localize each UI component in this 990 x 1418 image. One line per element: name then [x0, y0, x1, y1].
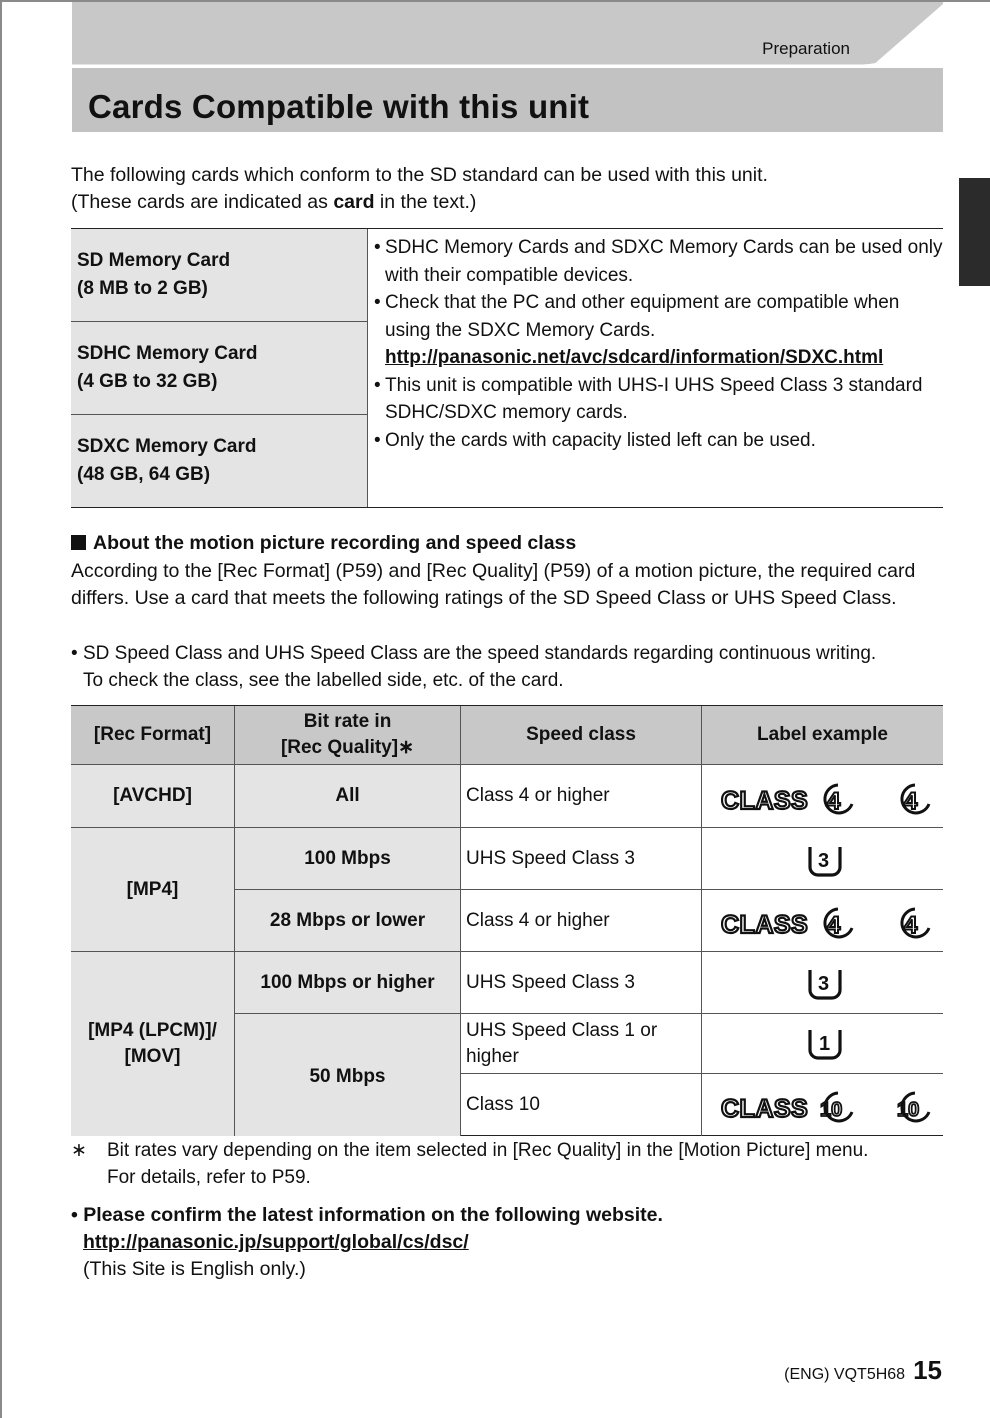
card-note-1: • SDHC Memory Cards and SDXC Memory Cards can be used only with their compatible devices.: [374, 234, 943, 289]
bitrate-50: 50 Mbps: [235, 1014, 460, 1136]
card-note-4: • Only the cards with capacity listed left can be used.: [374, 427, 943, 455]
uhs-number: 1: [819, 1033, 831, 1055]
intro-line2-prefix: (These cards are indicated as: [71, 191, 334, 213]
sdxc-info-link[interactable]: http://panasonic.net/avc/sdcard/information/SDXC.html: [385, 347, 884, 368]
square-bullet-icon: [71, 535, 86, 550]
intro-line1: The following cards which conform to the SD standard can be used with this unit.: [71, 164, 768, 186]
header-bit-rate: [235, 706, 460, 764]
grid-line: [234, 706, 235, 1136]
confirm-note: (This Site is English only.): [83, 1258, 306, 1280]
class-number: 4: [827, 912, 841, 939]
confirm-block: [71, 1202, 951, 1283]
class-number: 4: [904, 912, 918, 939]
class4-circle-logo: [893, 906, 931, 940]
uhs-number: 3: [818, 973, 830, 995]
class-number: 10: [897, 1099, 920, 1121]
grid-line: [71, 764, 943, 765]
footnote: [71, 1137, 951, 1191]
intro-line2: [71, 189, 951, 216]
card-row-sdhc: [71, 322, 367, 415]
class10-logo: [721, 1090, 855, 1124]
speed-class10: Class 10: [466, 1094, 540, 1115]
class-word: CLASS: [721, 911, 809, 939]
card-note-3: • This unit is compatible with UHS-I UHS Speed Class 3 standard SDHC/SDXC memory cards.: [374, 372, 943, 427]
card-name: SDHC Memory Card: [77, 343, 258, 364]
grid-line: [460, 706, 461, 1136]
class-number: 4: [827, 788, 841, 815]
chapter-side-tab: [959, 178, 990, 286]
intro-card-word: card: [333, 191, 375, 213]
uhs1-logo: [807, 1028, 843, 1060]
uhs-number: 3: [818, 850, 830, 872]
class-word: CLASS: [721, 1095, 809, 1123]
card-notes-column: [367, 229, 943, 507]
grid-line: [234, 889, 943, 890]
section-heading: [71, 530, 576, 557]
speed-uhs1: [461, 1014, 701, 1073]
card-capacity: (48 GB, 64 GB): [77, 464, 211, 485]
speed-class4-b: Class 4 or higher: [466, 909, 610, 931]
bitrate-28: 28 Mbps or lower: [235, 890, 460, 951]
bitrate-100-higher: 100 Mbps or higher: [235, 952, 460, 1013]
section-body: According to the [Rec Format] (P59) and [Rec Quality] (P59) of a motion picture, the required card differs. Use a card that meets the following ratings of the SD Speed Class or UHS Speed Class.: [71, 560, 916, 609]
class10-circle-logo: [893, 1090, 931, 1124]
section-note: [71, 640, 951, 694]
class4-logo: [721, 782, 855, 816]
grid-line: [701, 706, 702, 1136]
speed-class-table: [71, 705, 943, 1136]
uhs3-logo: [807, 845, 843, 877]
intro-text: [71, 162, 951, 216]
grid-line: [71, 951, 943, 952]
card-row-sd: [71, 229, 367, 322]
section-note-line1: • SD Speed Class and UHS Speed Class are the speed standards regarding continuous writing.: [71, 640, 951, 667]
uhs1-line1: UHS Speed Class 1 or: [466, 1019, 658, 1041]
card-note-2-text: Check that the PC and other equipment are compatible when using the SDXC Memory Cards.: [385, 292, 900, 341]
section-heading-text: About the motion picture recording and speed class: [93, 532, 577, 554]
footnote-line2: For details, refer to P59.: [107, 1167, 311, 1188]
footnote-line1: Bit rates vary depending on the item selected in [Rec Quality] in the [Motion Picture] menu.: [107, 1140, 869, 1161]
speed-class4-a: Class 4 or higher: [466, 785, 610, 806]
header-bit-rate-line1: Bit rate in: [303, 711, 392, 732]
header-speed-class: Speed class: [461, 706, 701, 764]
uhs1-line2: higher: [466, 1045, 519, 1067]
asterisk-icon: ∗: [71, 1140, 87, 1161]
mp4lpcm-line1: [MP4 (LPCM)]/: [88, 1020, 217, 1041]
class-number: 4: [904, 788, 918, 815]
bitrate-100: 100 Mbps: [235, 828, 460, 889]
card-row-sdxc: [71, 415, 367, 507]
card-name: SD Memory Card: [77, 250, 231, 271]
header-bit-rate-line2: [Rec Quality]∗: [280, 737, 415, 758]
uhs3-logo: [807, 968, 843, 1000]
mp4lpcm-line2: [MOV]: [124, 1046, 181, 1067]
grid-line: [71, 827, 943, 828]
page-number: 15: [913, 1355, 942, 1385]
card-types-column: [71, 229, 367, 507]
header-label-example: Label example: [702, 706, 943, 764]
support-link[interactable]: http://panasonic.jp/support/global/cs/dsc/: [83, 1231, 469, 1253]
card-capacity: (8 MB to 2 GB): [77, 278, 208, 299]
section-note-line2: To check the class, see the labelled side, etc. of the card.: [83, 670, 564, 691]
row-mp4lpcm-format: [71, 952, 234, 1136]
bitrate-all: All: [235, 765, 460, 827]
confirm-heading: • Please confirm the latest information on the following website.: [71, 1204, 663, 1226]
doc-code: (ENG) VQT5H68: [784, 1366, 906, 1383]
card-compatibility-table: [71, 228, 943, 508]
speed-uhs3-a: UHS Speed Class 3: [466, 847, 635, 869]
class4-logo: [721, 906, 855, 940]
row-avchd-format: [AVCHD]: [71, 765, 234, 827]
row-mp4-format: [MP4]: [71, 828, 234, 951]
grid-line: [234, 1013, 943, 1014]
class-word: CLASS: [721, 787, 809, 815]
card-capacity: (4 GB to 32 GB): [77, 371, 218, 392]
page-footer: [784, 1355, 942, 1386]
card-name: SDXC Memory Card: [77, 436, 257, 457]
class-number: 10: [820, 1099, 843, 1121]
page-title: Cards Compatible with this unit: [88, 88, 590, 125]
card-note-2: [374, 289, 943, 372]
intro-line2-suffix: in the text.): [374, 191, 477, 213]
header-rec-format: [Rec Format]: [71, 706, 234, 764]
section-label: Preparation: [762, 39, 850, 58]
speed-uhs3-b: UHS Speed Class 3: [466, 971, 635, 993]
class4-circle-logo: [893, 782, 931, 816]
